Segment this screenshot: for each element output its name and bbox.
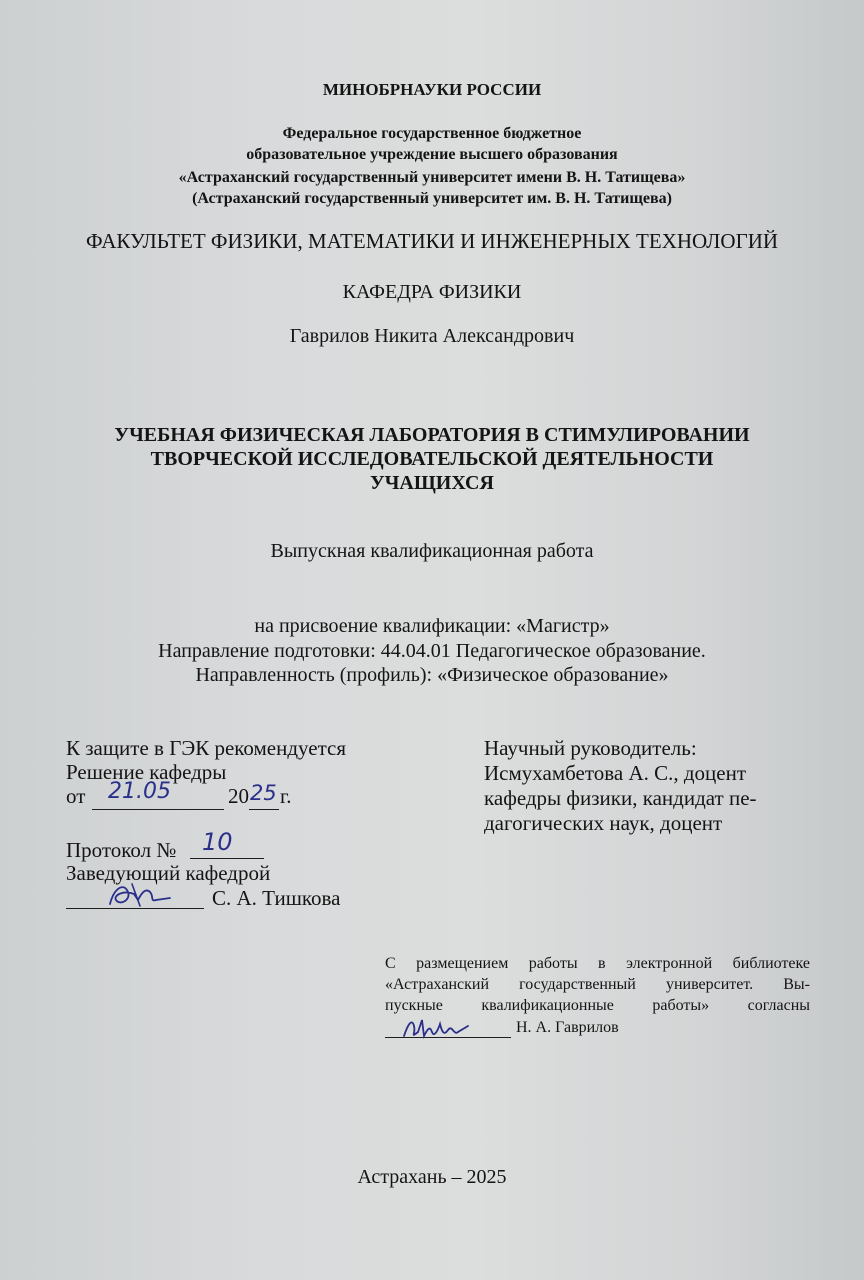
author-signature	[400, 1008, 472, 1044]
date-underline	[92, 809, 224, 810]
ministry-title: МИНОБРНАУКИ РОССИИ	[322, 80, 542, 99]
protocol-underline	[190, 858, 264, 859]
supervisor-label: Научный руководитель:	[484, 736, 697, 760]
protocol-label: Протокол №	[66, 838, 177, 862]
thesis-title-line-3: УЧАЩИХСЯ	[370, 472, 494, 494]
work-type: Выпускная квалификационная работа	[270, 540, 594, 562]
handwritten-year: 25	[250, 781, 277, 805]
decision-label: Решение кафедры	[66, 760, 227, 784]
org-line-1: Федеральное государственное бюджетное	[282, 125, 582, 142]
supervisor-name: Исмухамбетова А. С., доцент	[484, 761, 747, 785]
supervisor-position-1: кафедры физики, кандидат пе-	[484, 786, 757, 810]
consent-line-1: С размещением работы в электронной библиотеке	[385, 955, 810, 972]
faculty-name: ФАКУЛЬТЕТ ФИЗИКИ, МАТЕМАТИКИ И ИНЖЕНЕРНЫХ ТЕХНОЛОГИЙ	[85, 229, 779, 253]
author-name: Гаврилов Никита Александрович	[289, 325, 575, 347]
author-signer-name: Н. А. Гаврилов	[516, 1019, 619, 1036]
head-of-department-label: Заведующий кафедрой	[66, 861, 271, 885]
year-suffix: г.	[280, 784, 292, 808]
supervisor-position-2: дагогических наук, доцент	[484, 811, 723, 835]
head-of-department-name: С. А. Тишкова	[212, 886, 341, 910]
head-signature	[104, 878, 176, 912]
department-name: КАФЕДРА ФИЗИКИ	[342, 281, 522, 303]
year-underline	[249, 809, 279, 810]
handwritten-protocol-number: 10	[202, 828, 233, 856]
qualification: на присвоение квалификации: «Магистр»	[254, 615, 610, 637]
from-label: от	[66, 784, 86, 808]
city-year: Астрахань – 2025	[357, 1166, 507, 1188]
org-line-3: «Астраханский государственный университет имени В. Н. Татищева»	[178, 169, 686, 186]
org-line-2: образовательное учреждение высшего образования	[246, 146, 618, 163]
study-direction: Направление подготовки: 44.04.01 Педагогическое образование.	[158, 640, 706, 662]
year-prefix: 20	[228, 784, 249, 808]
consent-line-2: «Астраханский государственный университет. Вы-	[385, 976, 810, 993]
study-profile: Направленность (профиль): «Физическое образование»	[195, 664, 669, 686]
recommend-label: К защите в ГЭК рекомендуется	[66, 736, 347, 760]
org-line-4: (Астраханский государственный университет им. В. Н. Татищева)	[192, 190, 672, 207]
handwritten-date: 21.05	[108, 779, 171, 804]
thesis-title-line-2: ТВОРЧЕСКОЙ ИССЛЕДОВАТЕЛЬСКОЙ ДЕЯТЕЛЬНОСТИ	[150, 448, 714, 470]
consent-line-3: пускные квалификационные работы» согласны	[385, 997, 810, 1014]
thesis-title-line-1: УЧЕБНАЯ ФИЗИЧЕСКАЯ ЛАБОРАТОРИЯ В СТИМУЛИРОВАНИИ	[114, 424, 750, 446]
